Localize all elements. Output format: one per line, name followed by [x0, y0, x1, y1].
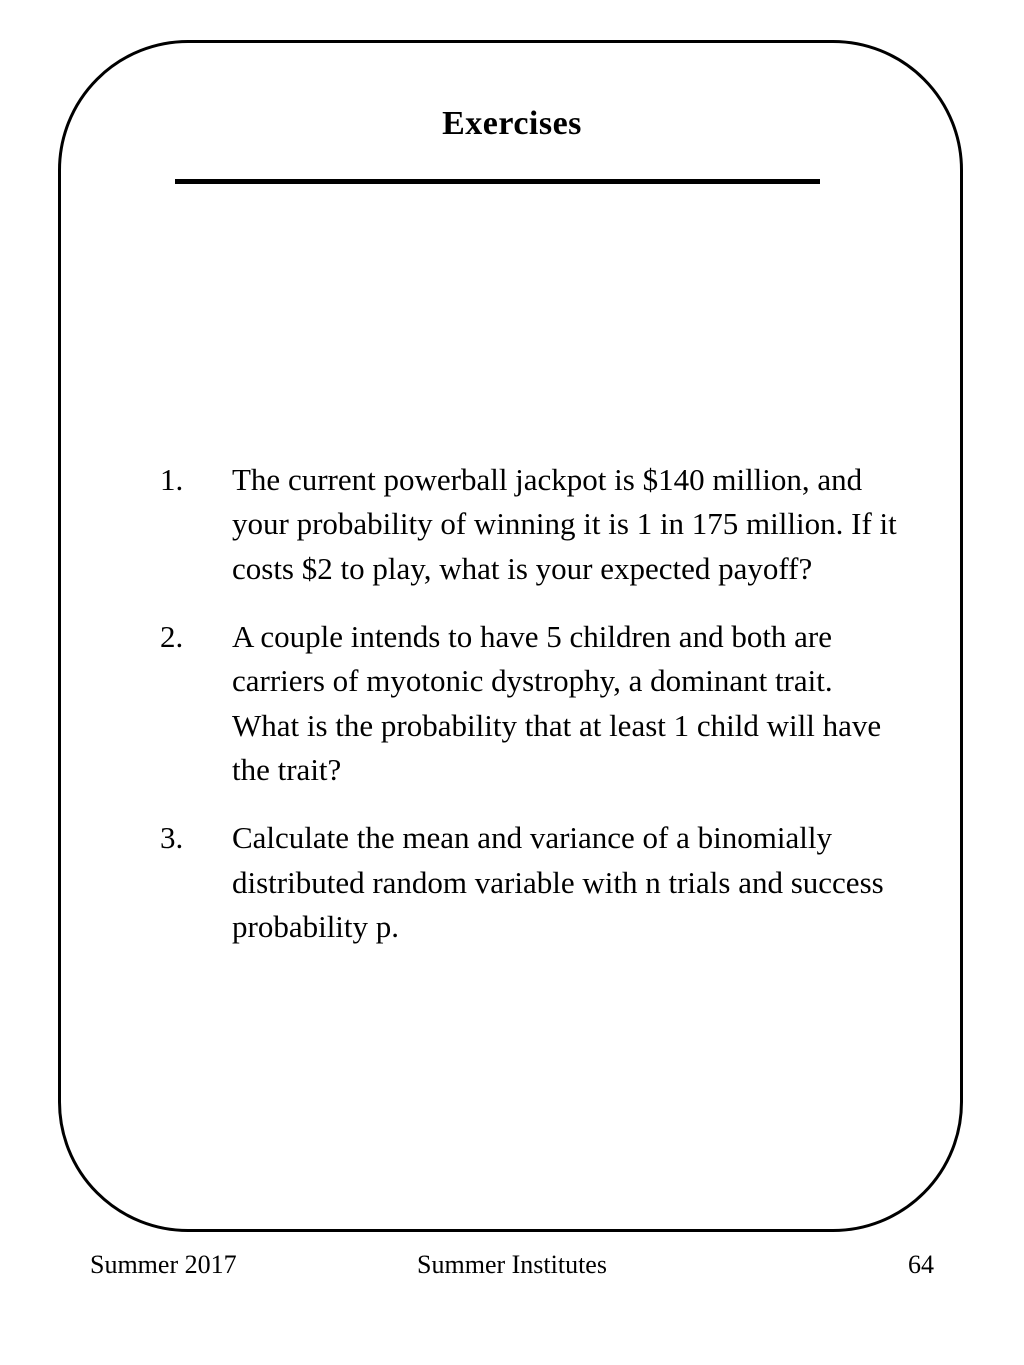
slide-footer — [90, 1250, 934, 1286]
footer-organization: Summer Institutes — [417, 1250, 607, 1279]
exercise-number: 2. — [160, 618, 184, 654]
exercise-text: The current powerball jackpot is $140 million, and your probability of winning it is 1 in 175 million. If it costs $2 to play, what is your expected payoff? — [232, 462, 897, 586]
footer-date: Summer 2017 — [90, 1250, 237, 1279]
list-item — [160, 615, 900, 792]
exercise-text: Calculate the mean and variance of a binomially distributed random variable with n trials and success probability p. — [232, 820, 884, 944]
list-item — [160, 458, 900, 591]
exercise-list — [160, 458, 900, 973]
exercise-number: 1. — [160, 462, 184, 497]
footer-page-number: 64 — [908, 1250, 934, 1279]
list-item — [160, 816, 900, 949]
exercise-number: 3. — [160, 820, 184, 856]
slide-title: Exercises — [442, 105, 582, 142]
title-underline-rule — [175, 179, 820, 184]
exercise-text: A couple intends to have 5 children and both are carriers of myotonic dystrophy, a dominant trait. What is the probability that at least 1 child will have the trait? — [232, 618, 882, 787]
